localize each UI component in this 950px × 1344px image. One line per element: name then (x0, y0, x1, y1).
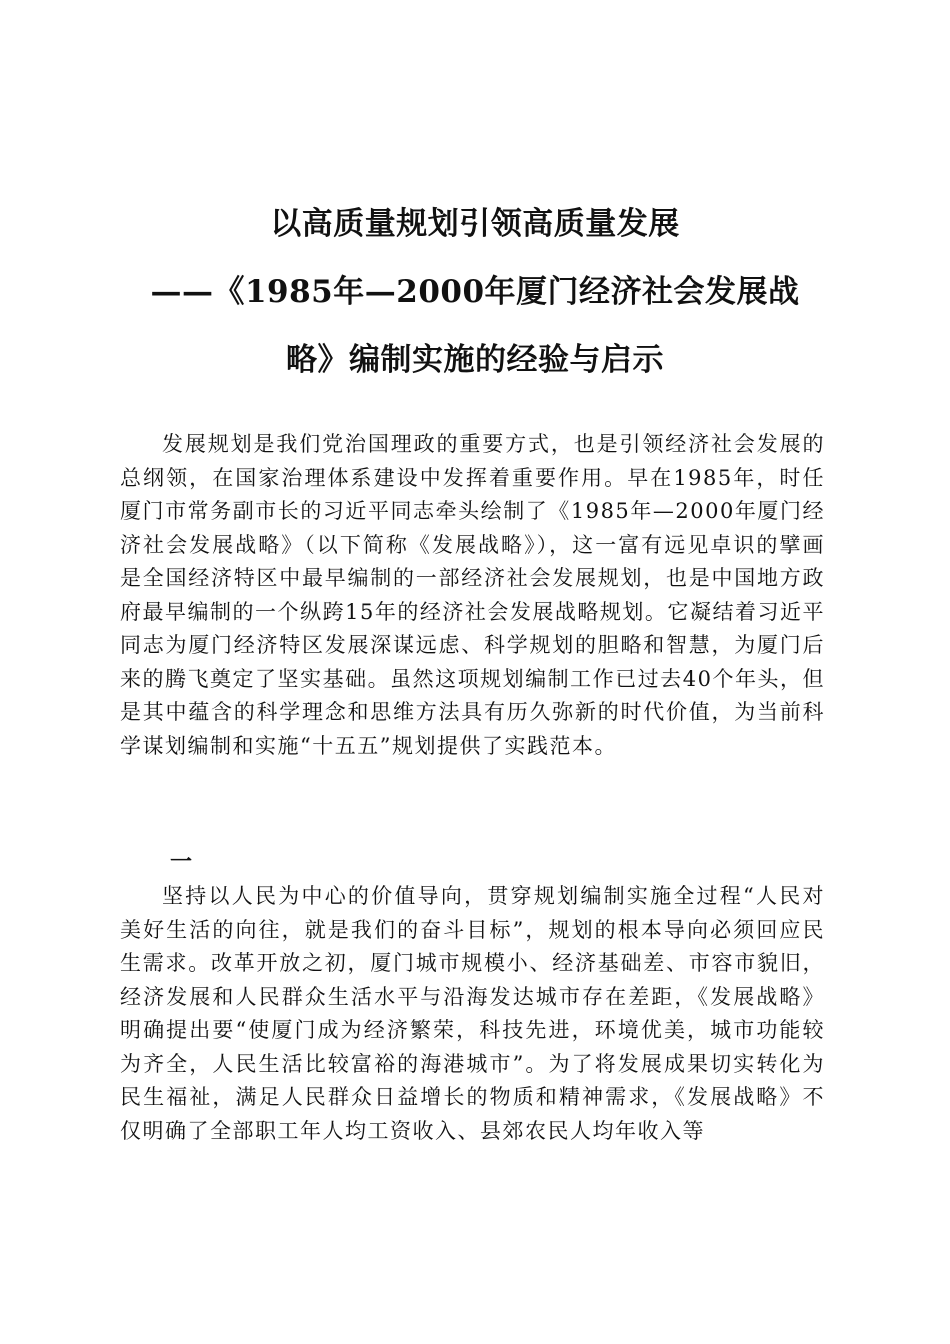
subtitle-line-2: 略》编制实施的经验与启示 (286, 342, 664, 378)
intro-paragraph: 发展规划是我们党治国理政的重要方式，也是引领经济社会发展的总纲领，在国家治理体系建设中发挥着重要作用。早在1985年，时任厦门市常务副市长的习近平同志牵头绘制了《1985年—2000年厦门经济社会发展战略》（以下简称《发展战略》），这一富有远见卓识的擘画是全国经济特区中最早编制的一部经济社会发展规划，也是中国地方政府最早编制的一个纵跨15年的经济社会发展战略规划。它凝结着习近平同志为厦门经济特区发展深谋远虑、科学规划的胆略和智慧，为厦门后来的腾飞奠定了坚实基础。虽然这项规划编制工作已过去40个年头，但是其中蕴含的科学理念和思维方法具有历久弥新的时代价值，为当前科学谋划编制和实施“十五五”规划提供了实践范本。 (120, 432, 825, 758)
title-line-1: 以高质量规划引领高质量发展 (270, 206, 680, 242)
subtitle-line-1: ——《1985年—2000年厦门经济社会发展战 (150, 274, 800, 310)
document-title (100, 190, 850, 394)
section-number: 一 (170, 850, 193, 875)
section-1-paragraph: 坚持以人民为中心的价值导向，贯穿规划编制实施全过程“人民对美好生活的向往，就是我们的奋斗目标”，规划的根本导向必须回应民生需求。改革开放之初，厦门城市规模小、经济基础差、市容市貌旧，经济发展和人民群众生活水平与沿海发达城市存在差距，《发展战略》明确提出要“使厦门成为经济繁荣，科技先进，环境优美，城市功能较为齐全，人民生活比较富裕的海港城市”。为了将发展成果切实转化为民生福祉，满足人民群众日益增长的物质和精神需求，《发展战略》不仅明确了全部职工年人均工资收入、县郊农民人均年收入等 (120, 884, 825, 1143)
